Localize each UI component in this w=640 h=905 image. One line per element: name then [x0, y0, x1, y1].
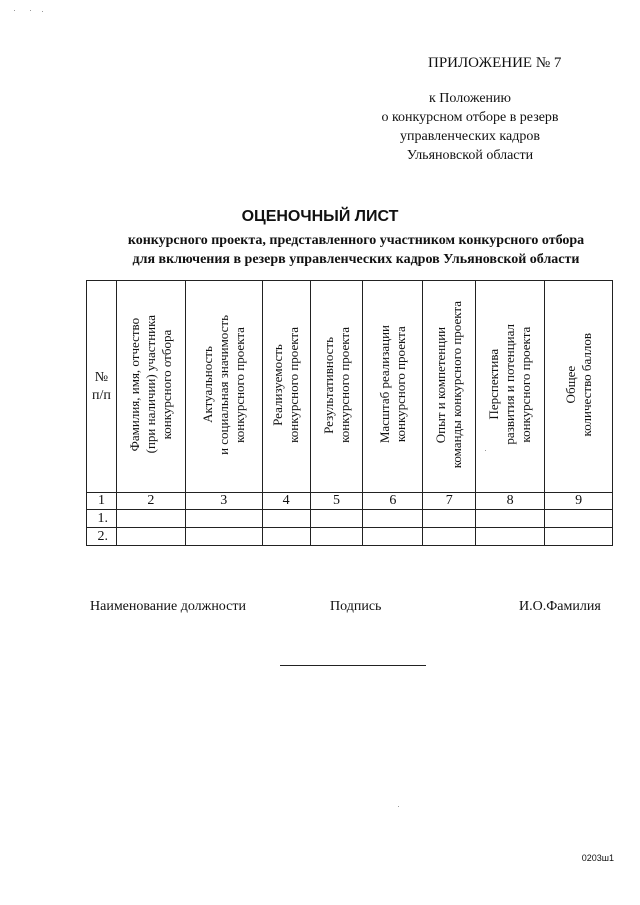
table-cell	[363, 510, 423, 528]
scan-artifact	[42, 11, 43, 12]
footer-code: 0203ш1	[581, 853, 614, 863]
column-header-prospects	[476, 281, 545, 493]
index-cell: 6	[363, 493, 423, 510]
index-cell: 1	[87, 493, 117, 510]
scan-artifact	[30, 10, 31, 11]
column-header-effectiveness	[310, 281, 363, 493]
signature-sign-label: Подпись	[330, 599, 382, 614]
column-header-total	[545, 281, 613, 493]
column-header-label: № п/п	[92, 369, 111, 403]
signature-name-label: И.О.Фамилия	[519, 599, 601, 614]
index-cell: 9	[545, 493, 613, 510]
subtitle-line: конкурсного проекта, представленного участником конкурсного отбора	[127, 233, 585, 248]
column-header-label: Результативность конкурсного проекта	[320, 326, 352, 443]
table-cell	[423, 528, 476, 546]
index-cell: 4	[262, 493, 310, 510]
column-header-label: Реализуемость конкурсного проекта	[270, 326, 302, 443]
table-cell	[185, 528, 262, 546]
subtitle-line: для включения в резерв управленческих кадров Ульяновской области	[132, 252, 580, 267]
document-title: ОЦЕНОЧНЫЙ ЛИСТ	[241, 208, 399, 225]
row-number-cell: 1.	[87, 510, 117, 528]
table-header-row	[87, 281, 613, 493]
reference-line: Ульяновской области	[406, 148, 534, 163]
column-header-relevance	[185, 281, 262, 493]
column-header-participant	[116, 281, 185, 493]
table-cell	[423, 510, 476, 528]
column-header-label: Опыт и компетенции команды конкурсного проекта	[433, 300, 465, 469]
index-cell: 7	[423, 493, 476, 510]
row-number-cell: 2.	[87, 528, 117, 546]
table-cell	[545, 528, 613, 546]
reference-line: о конкурсном отборе в резерв	[381, 110, 559, 125]
column-header-label: Общее количество баллов	[562, 332, 594, 437]
evaluation-table	[86, 280, 613, 546]
column-header-number	[87, 281, 117, 493]
column-index-row	[87, 493, 613, 510]
table-cell	[476, 510, 545, 528]
appendix-number: ПРИЛОЖЕНИЕ № 7	[428, 55, 562, 71]
table-cell	[262, 528, 310, 546]
column-header-label: Масштаб реализации конкурсного проекта	[376, 325, 408, 444]
column-header-team	[423, 281, 476, 493]
index-cell: 5	[310, 493, 363, 510]
scan-artifact	[485, 450, 486, 451]
table-cell	[262, 510, 310, 528]
index-cell: 3	[185, 493, 262, 510]
scan-artifact	[398, 806, 399, 807]
reference-line: к Положению	[428, 91, 511, 106]
signature-position-label: Наименование должности	[90, 599, 246, 614]
table-cell	[310, 510, 363, 528]
column-header-label: Актуальность и социальная значимость конкурсного проекта	[199, 314, 247, 455]
column-header-label: Фамилия, имя, отчество (при наличии) участника конкурсного отбора	[126, 315, 174, 454]
index-cell: 8	[476, 493, 545, 510]
column-header-label: Перспектива развития и потенциал конкурсного проекта	[486, 324, 534, 445]
column-header-scale	[363, 281, 423, 493]
scan-artifact	[14, 10, 15, 11]
signature-line	[280, 665, 426, 666]
table-cell	[476, 528, 545, 546]
table-cell	[545, 510, 613, 528]
column-header-feasibility	[262, 281, 310, 493]
table-cell	[363, 528, 423, 546]
table-row	[87, 528, 613, 546]
appendix-reference	[340, 89, 600, 165]
table-cell	[310, 528, 363, 546]
table-cell	[116, 528, 185, 546]
table-row	[87, 510, 613, 528]
index-cell: 2	[116, 493, 185, 510]
document-subtitle	[96, 231, 616, 269]
reference-line: управленческих кадров	[400, 129, 540, 144]
table-cell	[185, 510, 262, 528]
table-cell	[116, 510, 185, 528]
